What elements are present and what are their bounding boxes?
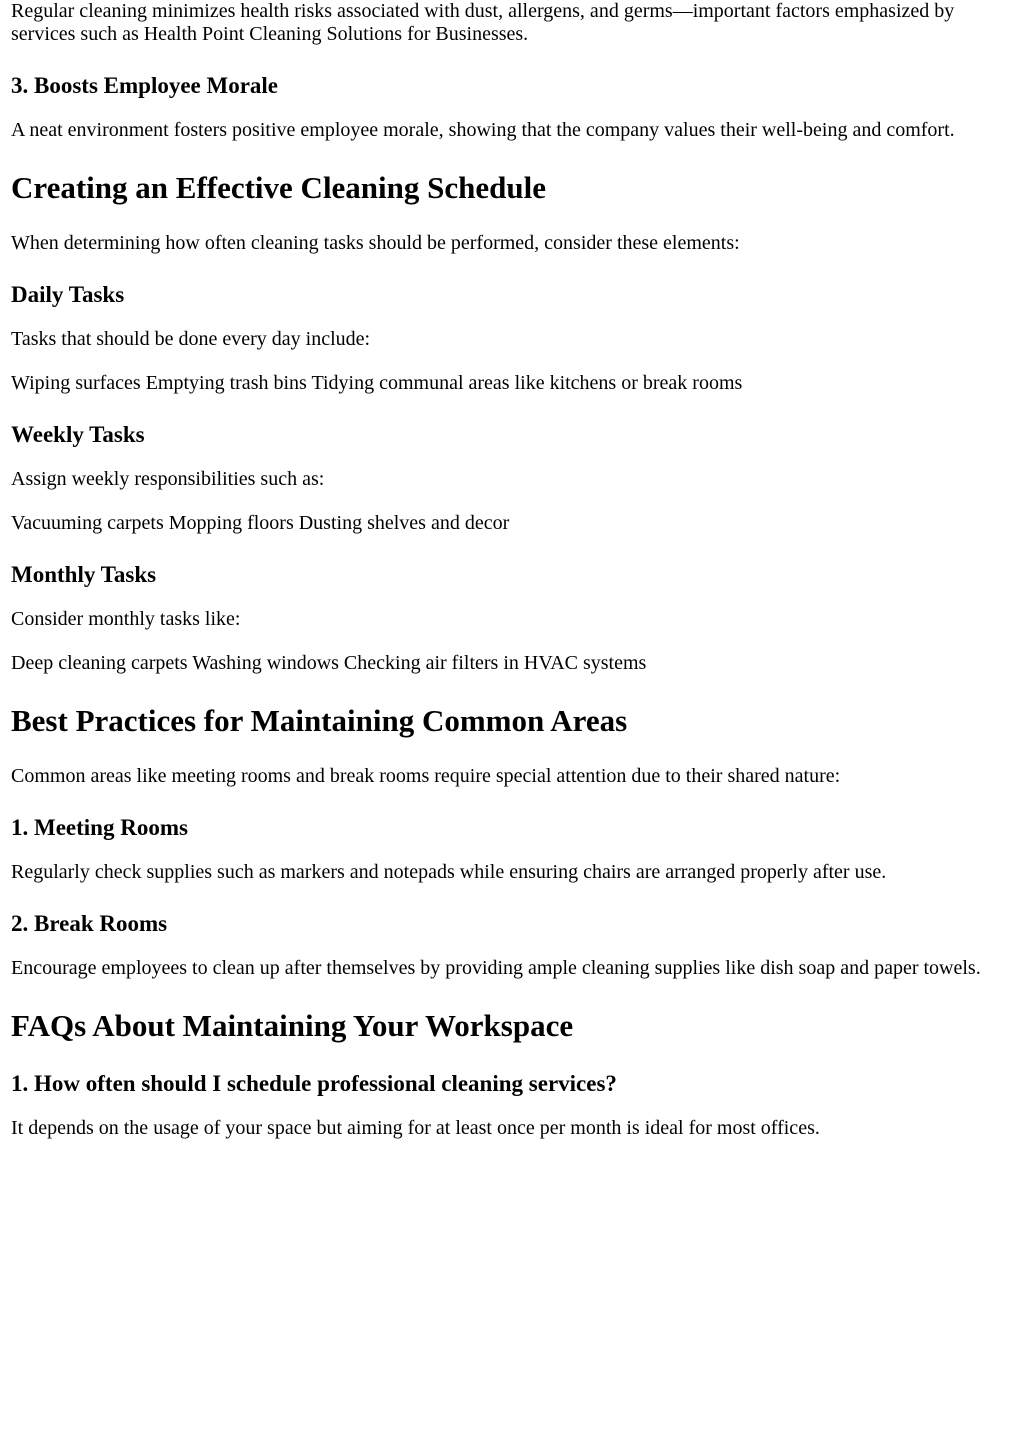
faqs-heading: FAQs About Maintaining Your Workspace — [11, 1008, 574, 1043]
schedule-intro: When determining how often cleaning tasks should be performed, consider these elements: — [11, 232, 740, 254]
common-areas-intro: Common areas like meeting rooms and break rooms require special attention due to their shared nature: — [11, 765, 841, 787]
daily-tasks-lead: Tasks that should be done every day include: — [11, 328, 371, 350]
monthly-tasks-items: Deep cleaning carpets Washing windows Checking air filters in HVAC systems — [11, 652, 647, 674]
faq-answer-1: It depends on the usage of your space but aiming for at least once per month is ideal for most offices. — [11, 1117, 820, 1139]
meeting-rooms-paragraph: Regularly check supplies such as markers and notepads while ensuring chairs are arranged properly after use. — [11, 861, 887, 883]
daily-tasks-heading: Daily Tasks — [11, 282, 125, 307]
faq-question-1: 1. How often should I schedule professional cleaning services? — [11, 1071, 617, 1096]
break-rooms-paragraph: Encourage employees to clean up after themselves by providing ample cleaning supplies like dish soap and paper towels. — [11, 957, 981, 979]
break-rooms-heading: 2. Break Rooms — [11, 911, 168, 936]
common-areas-heading: Best Practices for Maintaining Common Areas — [11, 703, 628, 738]
weekly-tasks-lead: Assign weekly responsibilities such as: — [11, 468, 325, 490]
weekly-tasks-items: Vacuuming carpets Mopping floors Dusting shelves and decor — [11, 512, 510, 534]
daily-tasks-items: Wiping surfaces Emptying trash bins Tidying communal areas like kitchens or break rooms — [11, 372, 743, 394]
morale-heading: 3. Boosts Employee Morale — [11, 73, 279, 98]
monthly-tasks-heading: Monthly Tasks — [11, 562, 157, 587]
meeting-rooms-heading: 1. Meeting Rooms — [11, 815, 188, 840]
monthly-tasks-lead: Consider monthly tasks like: — [11, 608, 241, 630]
weekly-tasks-heading: Weekly Tasks — [11, 422, 145, 447]
health-risks-paragraph: Regular cleaning minimizes health risks associated with dust, allergens, and germs—important factors emphasized by services such as Health Point Cleaning Solutions for Businesses. — [11, 0, 955, 45]
schedule-heading: Creating an Effective Cleaning Schedule — [11, 170, 547, 205]
morale-paragraph: A neat environment fosters positive employee morale, showing that the company values their well-being and comfort. — [11, 119, 955, 141]
